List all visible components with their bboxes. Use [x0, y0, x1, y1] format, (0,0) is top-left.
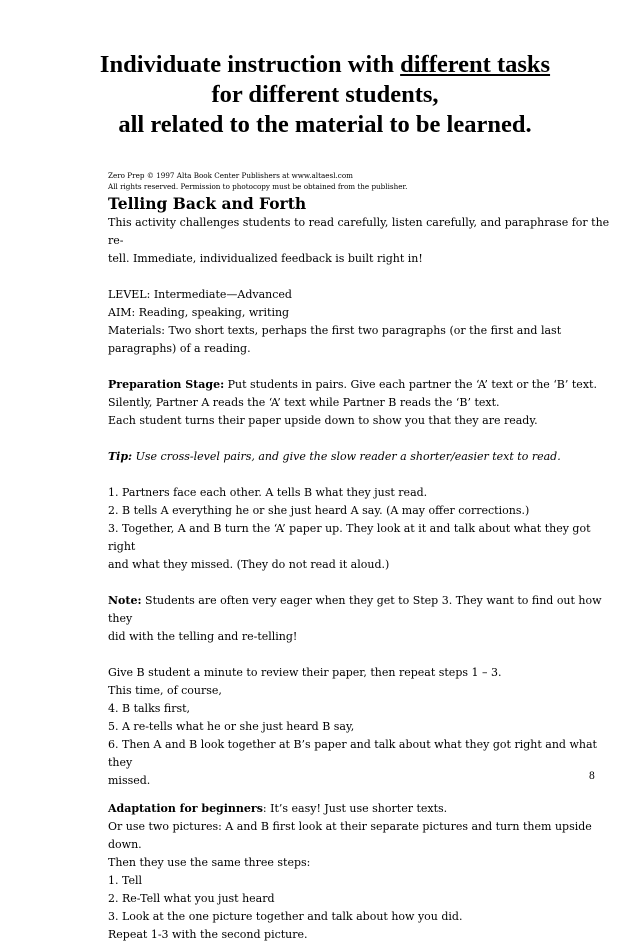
adaptation-line-1: Adaptation for beginners: It’s easy! Just use shorter texts.	[108, 802, 448, 815]
tip-label: Tip:	[108, 450, 133, 463]
heading-underlined-phrase: different tasks	[400, 51, 551, 78]
heading-line-2: for different students,	[211, 81, 439, 108]
adaptation-label: Adaptation for beginners	[108, 802, 263, 815]
preparation-label: Preparation Stage:	[108, 378, 225, 391]
materials-line-1: Materials: Two short texts, perhaps the first two paragraphs (or the first and last	[108, 324, 562, 337]
step-6-line-1: 6. Then A and B look together at B’s paper and talk about what they got right and what they	[108, 738, 597, 769]
preparation-line-3: Each student turns their paper upside down to show you that they are ready.	[108, 414, 538, 427]
adaptation-repeat: Repeat 1-3 with the second picture.	[108, 928, 308, 941]
repeat-line-1: Give B student a minute to review their paper, then repeat steps 1 – 3.	[108, 666, 502, 679]
level-line: LEVEL: Intermediate—Advanced	[108, 288, 292, 301]
tip-line: Tip: Use cross-level pairs, and give the slow reader a shorter/easier text to read.	[108, 450, 561, 463]
materials-line-2: paragraphs) of a reading.	[108, 342, 251, 355]
aim-line: AIM: Reading, speaking, writing	[108, 306, 290, 319]
body-text	[108, 170, 610, 944]
heading-line-1: Individuate instruction with different tasks	[99, 51, 551, 78]
intro-line-2: tell. Immediate, individualized feedback is built right in!	[108, 252, 423, 265]
step-1: 1. Partners face each other. A tells B what they just read.	[108, 486, 428, 499]
adaptation-step-3: 3. Look at the one picture together and talk about how you did.	[108, 910, 463, 923]
step-4: 4. B talks first,	[108, 702, 191, 715]
adaptation-step-1: 1. Tell	[108, 874, 143, 887]
repeat-line-2: This time, of course,	[108, 684, 222, 697]
page-heading	[70, 50, 580, 140]
step-6-line-2: missed.	[108, 774, 151, 787]
intro-line-1: This activity challenges students to read carefully, listen carefully, and paraphrase for the re-	[108, 216, 610, 247]
step-3-line-2: and what they missed. (They do not read it aloud.)	[108, 558, 390, 571]
heading-line-3: all related to the material to be learned.	[118, 111, 532, 138]
note-label: Note:	[108, 594, 142, 607]
activity-title: Telling Back and Forth	[108, 194, 307, 213]
adaptation-line-2: Or use two pictures: A and B first look at their separate pictures and turn them upside down.	[108, 820, 592, 851]
preparation-line-2: Silently, Partner A reads the ‘A’ text while Partner B reads the ‘B’ text.	[108, 396, 500, 409]
step-2: 2. B tells A everything he or she just heard A say. (A may offer corrections.)	[108, 504, 530, 517]
step-3-line-1: 3. Together, A and B turn the ‘A’ paper up. They look at it and talk about what they got right	[108, 522, 591, 553]
note-line-1: Note: Students are often very eager when they get to Step 3. They want to find out how they	[108, 594, 602, 625]
copyright-notice: Zero Prep © 1997 Alta Book Center Publishers at www.altaesl.com All rights reserved. Permission to photocopy must be obtained from the publisher.	[108, 171, 408, 191]
adaptation-line-3: Then they use the same three steps:	[108, 856, 311, 869]
note-line-2: did with the telling and re-telling!	[108, 630, 298, 643]
preparation-line-1: Preparation Stage: Put students in pairs. Give each partner the ‘A’ text or the ‘B’ text.	[108, 378, 597, 391]
page-number: 8	[589, 770, 595, 782]
adaptation-step-2: 2. Re-Tell what you just heard	[108, 892, 275, 905]
step-5: 5. A re-tells what he or she just heard B say,	[108, 720, 355, 733]
